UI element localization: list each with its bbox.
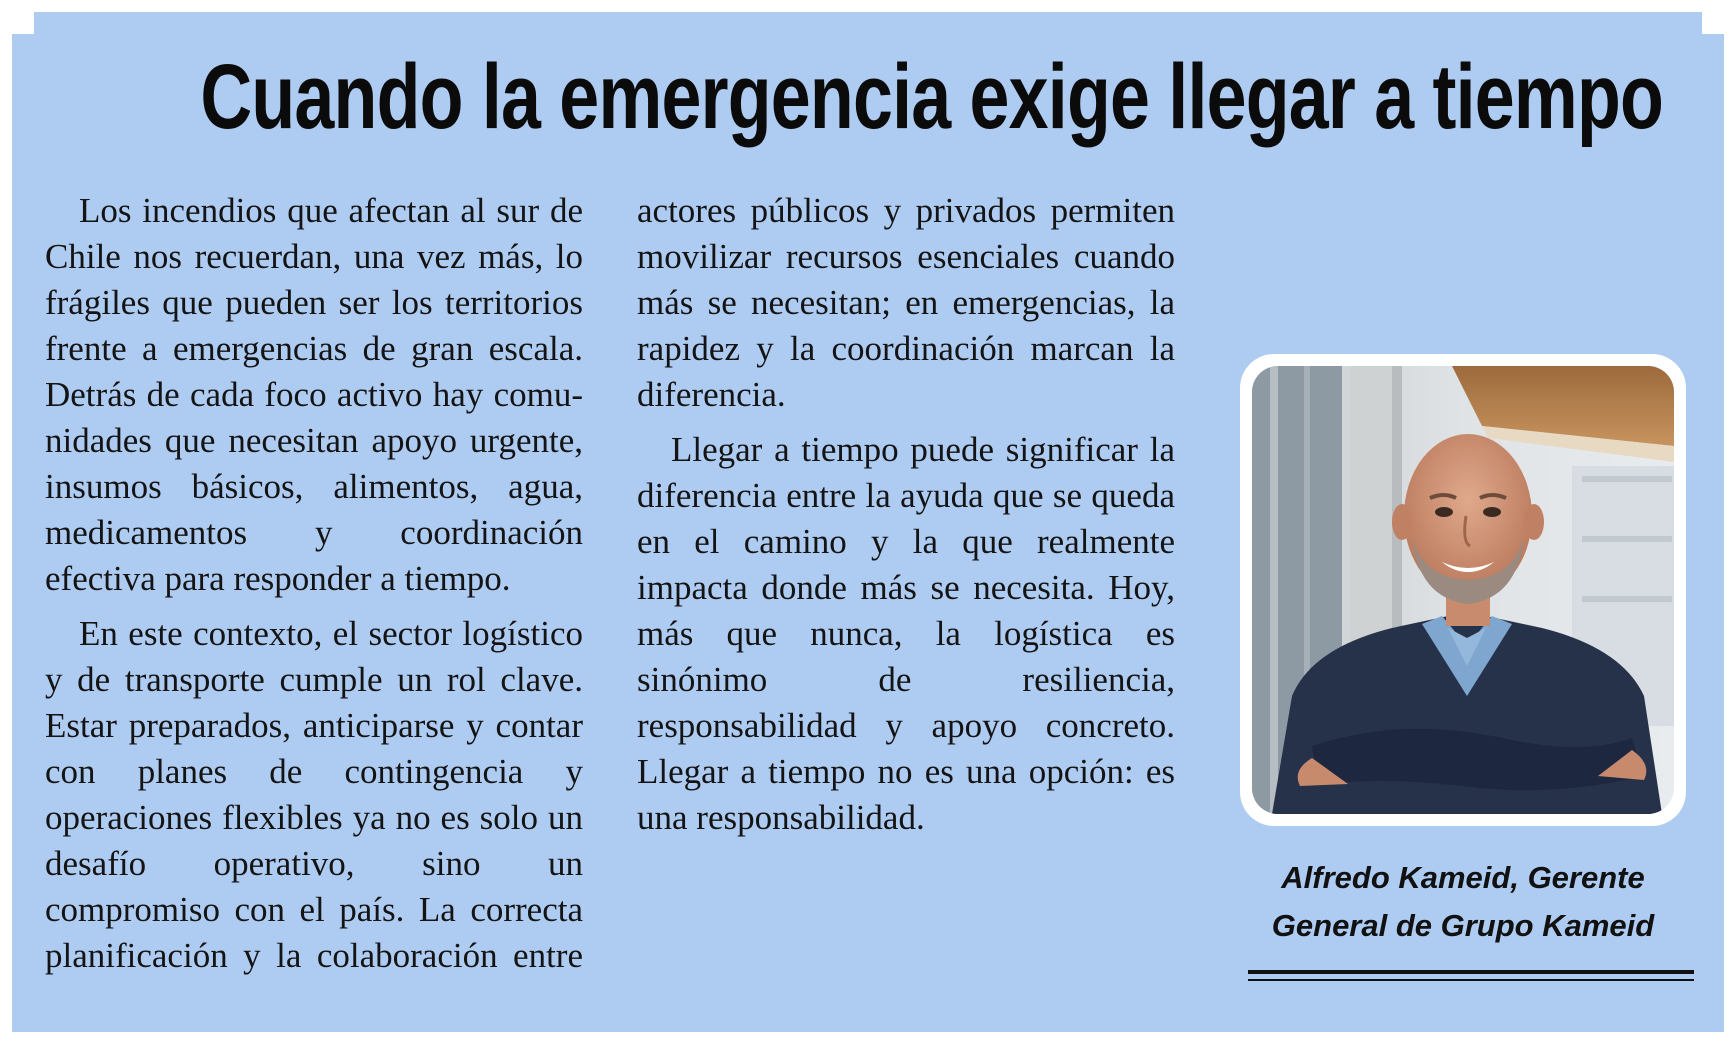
paragraph: Los incendios que afectan al sur de Chile nos recuerdan, una vez más, lo frágiles que pueden ser los territorios frente a emergencias de gran escala. Detrás de cada foco activo hay comunidades que necesitan apoyo urgente, insumos básicos, alimentos, agua, medicamentos y coordinación efectiva para responder a tiempo. — [45, 191, 583, 598]
caption-rule — [1248, 970, 1694, 974]
caption-rule — [1248, 979, 1694, 981]
portrait-photo — [1252, 366, 1674, 814]
portrait-frame — [1240, 354, 1686, 826]
article-panel — [12, 12, 1724, 1032]
corner-mark — [12, 12, 34, 34]
paragraph: En este contexto, el sector logístico y de transporte cumple un rol clave. Estar preparados, anticiparse y contar con planes de contingencia y operaciones flexibles ya no es solo un desafío operativo, sino un compromiso con el país. La correcta planificación y la colaboración entre actores públicos y privados permiten movilizar recursos esenciales cuando más se necesitan; en emergencias, la rapidez y la coordinación marcan la diferencia. — [45, 191, 1175, 975]
article-body — [45, 188, 1175, 1024]
paragraph: Llegar a tiempo puede significar la diferencia entre la ayuda que se queda en el camino y la que realmente impacta donde más se necesita. Hoy, más que nunca, la logística es sinónimo de resiliencia, responsabilidad y apoyo concreto. Llegar a tiempo no es una opción: es una responsabilidad. — [637, 430, 1175, 837]
corner-mark — [1702, 12, 1724, 34]
photo-caption: Alfredo Kameid, Gerente General de Grupo Kameid — [1271, 860, 1655, 943]
headline: Cuando la emergencia exige llegar a tiempo — [200, 46, 1664, 148]
